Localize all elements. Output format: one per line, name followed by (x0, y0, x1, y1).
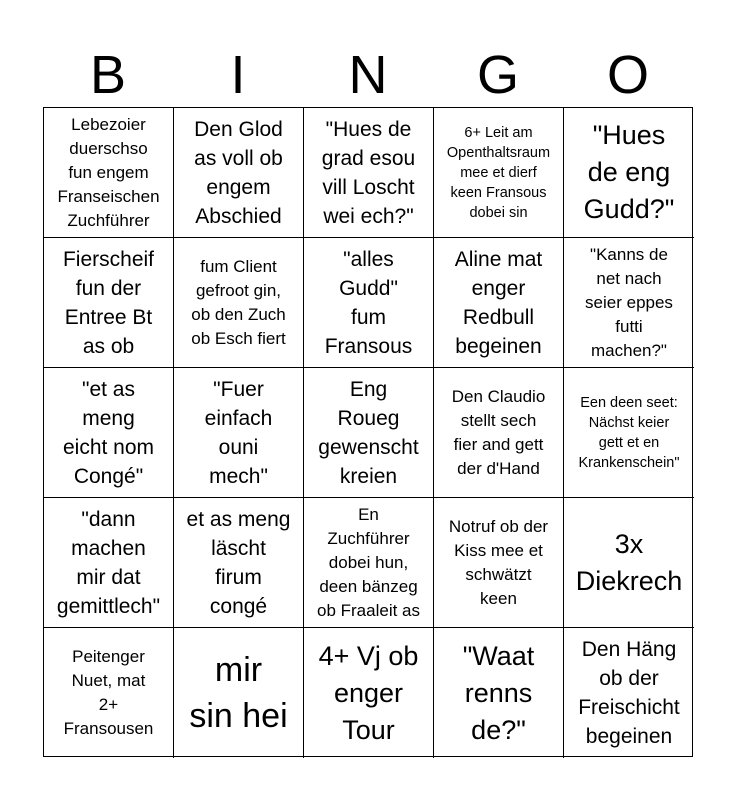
bingo-cell[interactable] (44, 628, 174, 758)
bingo-cell[interactable] (434, 238, 564, 368)
bingo-cell-text: Den Häng ob der Freischicht begeinen (578, 638, 680, 748)
bingo-cell[interactable] (304, 368, 434, 498)
bingo-cell[interactable] (174, 498, 304, 628)
header-letter-i: I (230, 45, 246, 105)
bingo-cell[interactable] (564, 108, 694, 238)
bingo-cell-text: Den Glod as voll ob engem Abschied (194, 117, 283, 228)
bingo-cell-text: "Waat renns de?" (462, 640, 535, 745)
bingo-cell[interactable] (434, 498, 564, 628)
bingo-cell[interactable] (174, 238, 304, 368)
header-letter-n: N (348, 45, 388, 105)
bingo-cell[interactable] (564, 628, 694, 758)
bingo-cell-text: Eng Roueg gewenscht kreien (318, 377, 419, 488)
header-letter-g: G (476, 45, 519, 105)
bingo-cell[interactable] (304, 628, 434, 758)
bingo-cell[interactable] (174, 628, 304, 758)
bingo-cell-text: "Hues de eng Gudd?" (583, 120, 675, 224)
header-letter-o: O (606, 45, 649, 105)
bingo-cell[interactable] (564, 368, 694, 498)
bingo-cell-text: "Hues de grad esou vill Loscht wei ech?" (321, 117, 416, 228)
bingo-cell-text: "Fuer einfach ouni mech" (204, 377, 273, 488)
bingo-cell[interactable] (44, 368, 174, 498)
bingo-cell[interactable] (174, 368, 304, 498)
bingo-cell-text: "Kanns de net nach seier eppes futti machen?" (585, 244, 673, 360)
bingo-cell-text: "dann machen mir dat gemittlech" (56, 507, 161, 618)
bingo-cell-text: mir sin hei (189, 651, 288, 735)
bingo-cell-text: Een deen seet: Nächst keier gett et en Krankenschein" (578, 394, 680, 471)
bingo-cell-text: 3x Diekrech (575, 528, 683, 596)
bingo-cell[interactable] (564, 238, 694, 368)
bingo-cell-text: En Zuchführer dobei hun, deen bänzeg ob Fraaleit as (317, 504, 420, 620)
bingo-cell[interactable] (174, 108, 304, 238)
bingo-cell-text: Lebezoier duerschso fun engem Franseischen Zuchführer (57, 114, 160, 230)
bingo-cell-text: Fierscheif fun der Entree Bt as ob (62, 247, 155, 358)
bingo-cell[interactable] (434, 368, 564, 498)
bingo-cell-text: fum Client gefroot gin, ob den Zuch ob Esch fiert (191, 256, 286, 348)
bingo-cell[interactable] (44, 238, 174, 368)
bingo-cell[interactable] (304, 238, 434, 368)
bingo-cell[interactable] (44, 108, 174, 238)
bingo-cell-text: Notruf ob der Kiss mee et schwätzt keen (448, 516, 549, 608)
bingo-cell-text: Den Claudio stellt sech fier and gett der d'Hand (451, 386, 546, 478)
bingo-grid (43, 107, 693, 757)
bingo-cell[interactable] (44, 498, 174, 628)
bingo-cell[interactable] (434, 108, 564, 238)
bingo-cell[interactable] (304, 498, 434, 628)
bingo-cell[interactable] (564, 498, 694, 628)
bingo-cell-text: et as meng läscht firum congé (186, 507, 291, 618)
bingo-cell-text: Aline mat enger Redbull begeinen (454, 247, 543, 358)
bingo-cell-text: "alles Gudd" fum Fransous (324, 247, 413, 358)
bingo-cell[interactable] (304, 108, 434, 238)
bingo-cell-text: Peitenger Nuet, mat 2+ Fransousen (63, 647, 154, 738)
bingo-header (43, 44, 693, 106)
bingo-cell-text: "et as meng eicht nom Congé" (62, 377, 155, 488)
bingo-cell-text: 6+ Leit am Openthaltsraum mee et dierf keen Fransous dobei sin (446, 124, 551, 221)
bingo-cell-text: 4+ Vj ob enger Tour (318, 640, 419, 745)
header-letter-b: B (89, 45, 127, 105)
bingo-cell[interactable] (434, 628, 564, 758)
